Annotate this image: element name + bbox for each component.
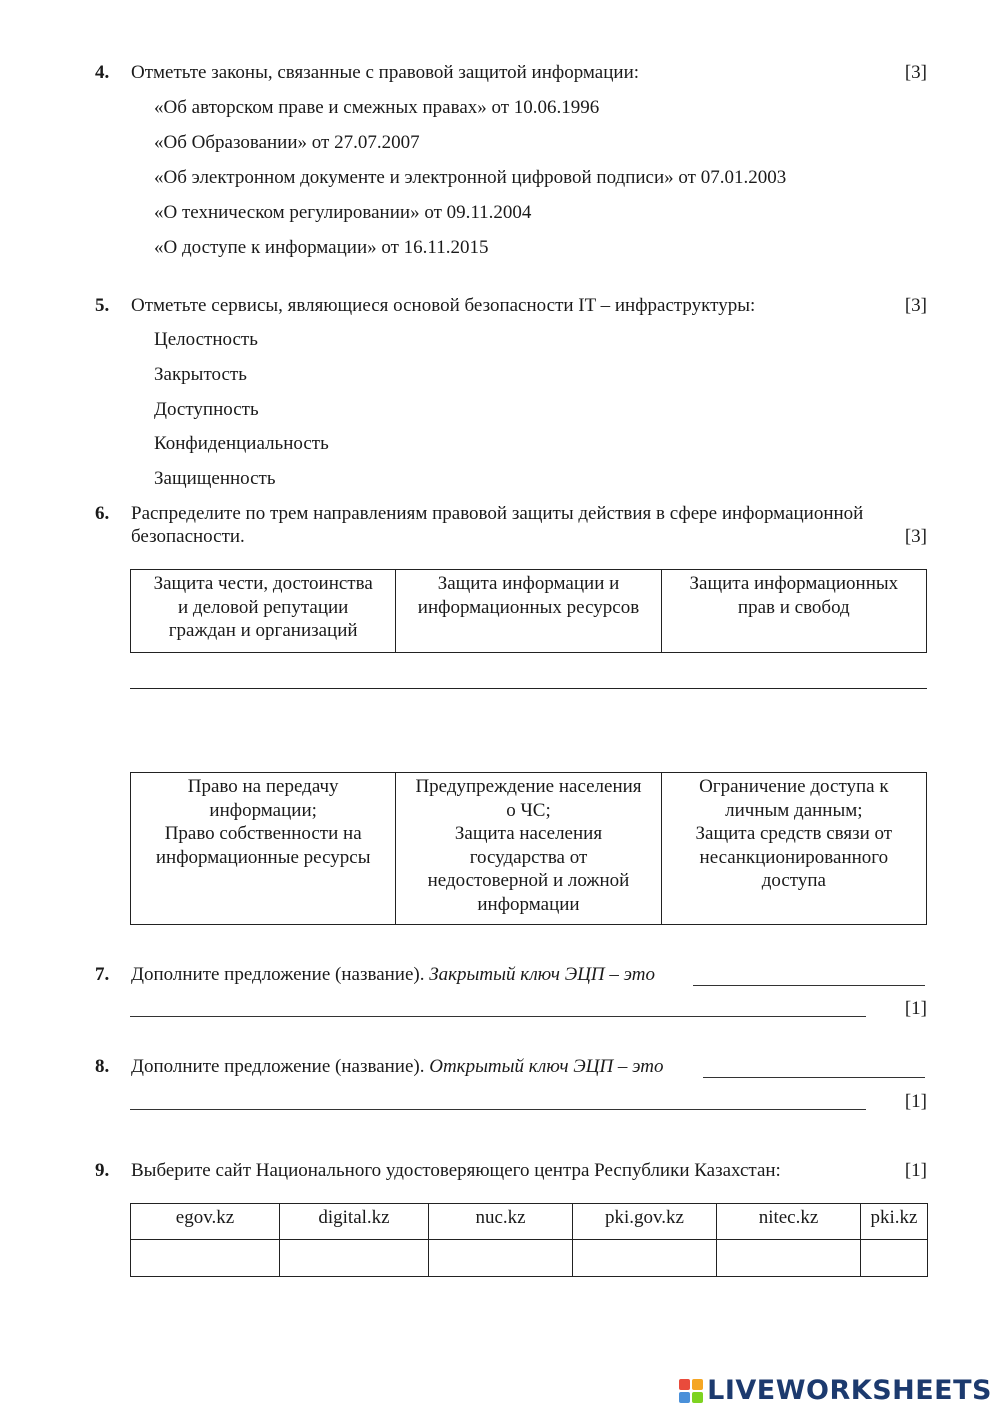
q6-action-card-2-line1: Предупреждение населения <box>415 776 642 797</box>
q6-action-card-2-line3: Защита населения <box>454 823 603 844</box>
q9-site-nuc: nuc.kz <box>429 1204 573 1240</box>
q9-number: 9. <box>95 1160 110 1181</box>
q9-site-nitec: nitec.kz <box>717 1204 861 1240</box>
q6-action-card-3[interactable] <box>661 773 926 925</box>
q6-category-rights-line2: прав и свобод <box>737 596 850 618</box>
q9-text: Выберите сайт Национального удостоверяющего центра Республики Казахстан: <box>131 1160 781 1181</box>
q4-option-3[interactable]: «Об электронном документе и электронной цифровой подписи» от 07.01.2003 <box>154 167 787 188</box>
q6-action-card-1-line2: информации; <box>209 799 317 821</box>
q6-action-card-1-line1: Право на передачу <box>187 776 339 797</box>
q6-action-card-2-line6: информации <box>477 893 580 915</box>
q6-actions-table <box>130 772 927 925</box>
q6-action-card-2[interactable] <box>396 773 661 925</box>
q9-answer-cell-3[interactable] <box>429 1240 573 1277</box>
q7-number: 7. <box>95 964 110 985</box>
q7-answer-blank-1[interactable] <box>693 985 925 986</box>
q9-answer-cell-5[interactable] <box>717 1240 861 1277</box>
q4-option-4[interactable]: «О техническом регулировании» от 09.11.2004 <box>154 202 532 223</box>
q5-points: [3] <box>904 295 927 316</box>
q6-category-honor-line1: Защита чести, достоинства <box>153 573 373 594</box>
q6-action-card-2-line4: государства от <box>469 846 588 868</box>
q6-category-rights[interactable] <box>661 570 926 653</box>
q9-answer-cell-6[interactable] <box>861 1240 928 1277</box>
logo-square-red <box>679 1379 690 1390</box>
q9-answer-cell-4[interactable] <box>573 1240 717 1277</box>
q4-text: Отметьте законы, связанные с правовой защитой информации: <box>131 62 640 83</box>
q8-answer-blank-1[interactable] <box>703 1077 925 1078</box>
q9-points: [1] <box>904 1160 927 1181</box>
q6-action-card-3-line3: Защита средств связи от <box>695 823 893 844</box>
q5-option-1[interactable]: Целостность <box>154 329 258 350</box>
q4-option-5[interactable]: «О доступе к информации» от 16.11.2015 <box>154 237 489 258</box>
q8-italic-term: Открытый ключ ЭЦП – это <box>429 1056 664 1077</box>
q6-action-card-2-line5: недостоверной и ложной <box>427 870 630 891</box>
q5-option-5[interactable]: Защищенность <box>154 468 276 489</box>
q7-italic-term: Закрытый ключ ЭЦП – это <box>429 964 655 985</box>
q6-category-honor[interactable] <box>131 570 396 653</box>
q5-text: Отметьте сервисы, являющиеся основой безопасности IT – инфраструктуры: <box>131 295 756 316</box>
q8-points: [1] <box>904 1091 927 1112</box>
q9-site-egov: egov.kz <box>131 1204 280 1240</box>
q6-points: [3] <box>904 526 927 547</box>
q5-option-3[interactable]: Доступность <box>154 399 259 420</box>
q5-number: 5. <box>95 295 110 316</box>
q5-option-4[interactable]: Конфиденциальность <box>154 433 329 454</box>
q5-option-2[interactable]: Закрытость <box>154 364 247 385</box>
q6-category-information[interactable] <box>396 570 661 653</box>
q9-answer-cell-1[interactable] <box>131 1240 280 1277</box>
liveworksheets-logo-text: LIVEWORKSHEETS <box>707 1374 992 1406</box>
q8-answer-blank-2[interactable] <box>130 1109 866 1110</box>
q9-sites-table <box>130 1203 928 1277</box>
logo-square-blue <box>679 1392 690 1403</box>
q6-text-line2: безопасности. <box>131 526 245 547</box>
liveworksheets-logo <box>679 1374 992 1408</box>
q6-action-card-3-line1: Ограничение доступа к <box>699 776 889 797</box>
q6-category-table <box>130 569 927 653</box>
q6-category-information-line2: информационных ресурсов <box>417 596 640 618</box>
q6-category-honor-line3: граждан и организаций <box>168 620 358 641</box>
q9-site-digital: digital.kz <box>280 1204 429 1240</box>
q7-points: [1] <box>904 998 927 1019</box>
q6-category-honor-line2: и деловой репутации <box>177 596 349 618</box>
q6-number: 6. <box>95 503 110 524</box>
q6-action-card-2-line2: о ЧС; <box>506 799 551 821</box>
q6-category-information-line1: Защита информации и <box>437 573 620 594</box>
q9-answer-cell-2[interactable] <box>280 1240 429 1277</box>
q8-number: 8. <box>95 1056 110 1077</box>
q6-action-card-3-line5: доступа <box>761 870 826 891</box>
q6-action-card-1-line4: информационные ресурсы <box>155 846 371 868</box>
liveworksheets-logo-icon <box>679 1379 703 1403</box>
q9-site-pki: pki.kz <box>861 1204 928 1240</box>
logo-square-orange <box>692 1379 703 1390</box>
q7-prompt <box>131 963 655 986</box>
q4-number: 4. <box>95 62 110 83</box>
q6-category-rights-line1: Защита информационных <box>689 573 899 594</box>
q4-option-1[interactable]: «Об авторском праве и смежных правах» от 10.06.1996 <box>154 97 600 118</box>
q8-prompt <box>131 1055 664 1078</box>
q6-action-card-3-line4: несанкционированного <box>699 846 889 868</box>
q6-action-card-1-line3: Право собственности на <box>164 823 362 844</box>
q4-option-2[interactable]: «Об Образовании» от 27.07.2007 <box>154 132 420 153</box>
q6-action-card-3-line2: личным данным; <box>725 799 863 821</box>
q4-points: [3] <box>904 62 927 83</box>
q7-text: Дополните предложение (название). <box>131 964 425 985</box>
q8-text: Дополните предложение (название). <box>131 1056 425 1077</box>
logo-square-green <box>692 1392 703 1403</box>
q6-divider-line <box>130 688 927 689</box>
q6-text-line1: Распределите по трем направлениям правовой защиты действия в сфере информационной <box>131 503 864 524</box>
q6-action-card-1[interactable] <box>131 773 396 925</box>
q9-site-pki-gov: pki.gov.kz <box>573 1204 717 1240</box>
q7-answer-blank-2[interactable] <box>130 1016 866 1017</box>
